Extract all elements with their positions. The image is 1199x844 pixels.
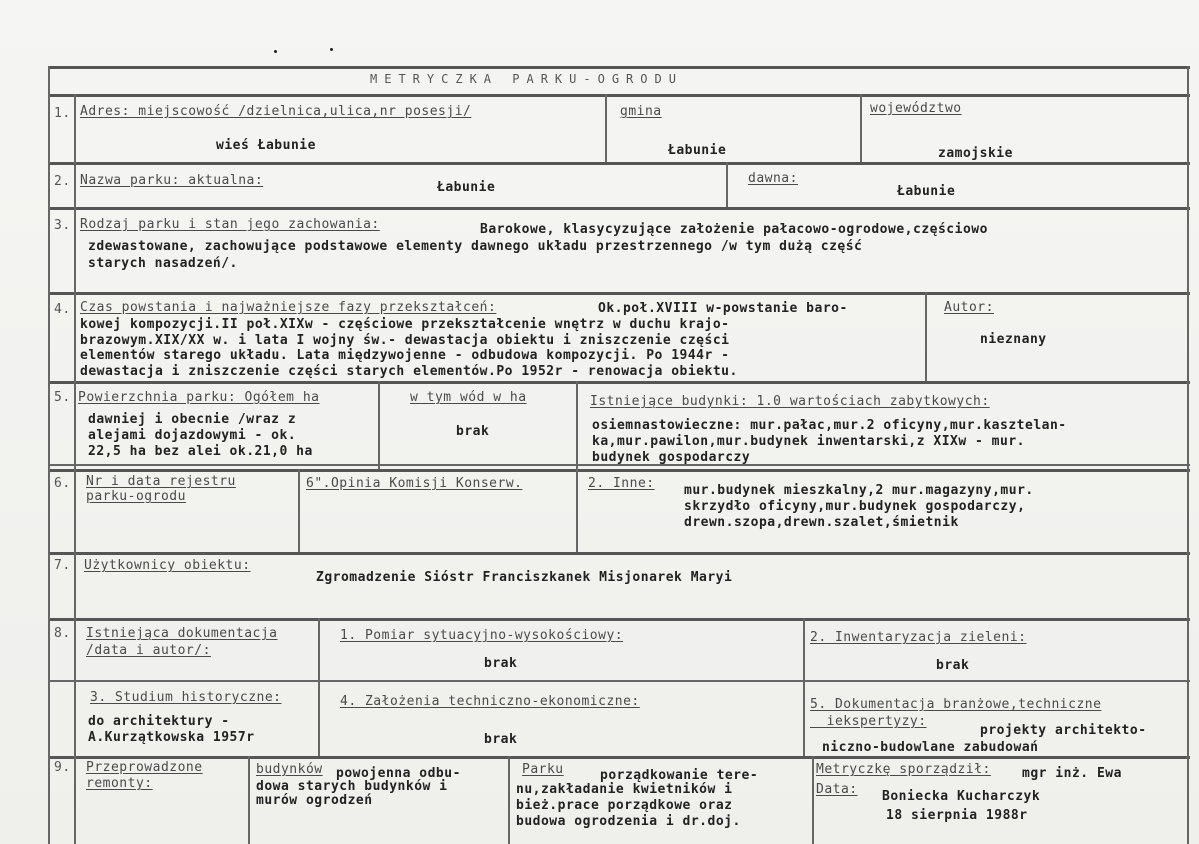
gmina-label: gmina [620,104,662,119]
other-buildings-value: mur.budynek mieszkalny,2 mur.magazyny,mur. skrzydło oficyny,mur.budynek gospodarczy, drewn.szopa,drewn.szalet,śmietnik [684,483,1034,530]
rule [726,162,728,207]
buildings-label: Istniejące budynki: 1.0 wartościach zabytkowych: [590,394,990,409]
users-value: Zgromadzenie Sióstr Franciszkanek Misjonarek Maryi [316,570,733,585]
section-number-2: 2. [54,174,71,189]
date-label: Data: [816,782,858,797]
section-number-1: 1. [54,106,71,121]
ink-dot [274,50,277,53]
water-area-value: brak [456,424,490,439]
documentation-label: Istniejąca dokumentacja /data i autor/: [86,626,278,658]
branch-docs-value: niczno-budowlane zabudowań [822,740,1039,755]
renovations-buildings-label: budynków [256,762,323,777]
survey-label: 1. Pomiar sytuacyjno-wysokościowy: [340,628,624,643]
renovations-park-first-line: porządkowanie tere- [600,768,759,783]
area-label: Powierzchnia parku: Ogółem ha [78,390,320,405]
park-name-current: Łabunie [437,180,496,195]
rule [248,756,250,844]
rule [378,381,380,469]
gmina-value: Łabunie [668,143,727,158]
rule [48,66,50,844]
rule [860,94,862,162]
rule [48,207,1190,210]
voivodeship-label: województwo [870,101,962,116]
buildings-value: osiemnastowieczne: mur.pałac,mur.2 oficyny,mur.kasztelan- ka,mur.pawilon,mur.budynek inwentarski,z XIXw - mur. budynek gospodarczy [592,418,1067,465]
section-number-3: 3. [54,218,71,233]
section-number-8: 8. [54,626,71,641]
rule [48,292,1190,295]
historical-study-value: do architektury - A.Kurzątkowska 1957r [88,714,255,745]
tech-econ-label: 4. Założenia techniczno-ekonomiczne: [340,694,640,709]
rule [803,618,805,756]
ink-dot [330,48,333,51]
rule [48,162,1190,165]
tech-econ-value: brak [484,732,518,747]
park-type-label: Rodzaj parku i stan jego zachowania: [80,217,380,232]
rule [48,618,1190,621]
prepared-by-name: Boniecka Kucharczyk [882,789,1041,804]
date-value: 18 sierpnia 1988r [886,808,1028,823]
greenery-inventory-value: brak [936,658,970,673]
rule [508,756,510,844]
renovations-label: Przeprowadzone remonty: [86,760,203,791]
voivodeship-value: zamojskie [938,146,1013,161]
rule [74,94,76,844]
prepared-by-label: Metryczkę sporządził: [816,762,991,777]
section-number-7: 7. [54,558,71,573]
park-name-label: Nazwa parku: aktualna: [80,173,264,188]
rule [48,469,1190,472]
rule [925,292,927,381]
rule [318,618,320,756]
document-title: METRYCZKA PARKU-OGRODU [370,72,683,86]
rule [576,381,578,552]
water-area-label: w tym wód w ha [410,390,527,405]
park-type-text: Barokowe, klasycyzujące założenie pałacowo-ogrodowe,częściowo zdewastowane, zachowujące podstawowe elementy dawnego układu przestrzennego /w tym dużą część starych nasadzeń/. [88,222,988,271]
renovations-park-value: nu,zakładanie kwietników i bież.prace porządkowe oraz budowa ogrodzenia i dr.doj. [516,782,741,829]
other-buildings-label: 2. Inne: [588,476,655,491]
renovations-park-label: Parku [522,762,564,777]
rule [48,680,1190,682]
history-phases-label: Czas powstania i najważniejsze fazy przekształceń: [80,300,497,315]
rule [48,756,1190,759]
renovations-buildings-first-line: powojenna odbu- [336,766,461,781]
rule [605,94,607,162]
historical-study-label: 3. Studium historyczne: [90,690,282,705]
rule [812,756,814,844]
survey-value: brak [484,656,518,671]
rule [48,381,1190,384]
author-label: Autor: [944,300,994,315]
rule [1187,66,1189,844]
history-phases-first-line: Ok.poł.XVIII w-powstanie baro- [598,301,848,316]
branch-docs-first-line: projekty architekto- [980,723,1147,738]
section-number-6: 6. [54,476,71,491]
author-value: nieznany [980,332,1047,347]
greenery-inventory-label: 2. Inwentaryzacja zieleni: [810,630,1027,645]
rule [48,94,1190,97]
park-name-former-label: dawna: [748,171,798,186]
area-value: dawniej i obecnie /wraz z alejami dojazdowymi - ok. 22,5 ha bez alei ok.21,0 ha [88,412,313,459]
address-label: Adres: miejscowość /dzielnica,ulica,nr posesji/ [80,104,472,119]
address-value: wieś Łabunie [216,138,316,153]
prepared-by-value: mgr inż. Ewa [1022,766,1122,781]
conservator-opinion-label: 6".Opinia Komisji Konserw. [306,476,523,491]
rule [48,552,1190,555]
rule [298,469,300,552]
renovations-buildings-value: dowa starych budynków i murów ogrodzeń [256,779,448,808]
users-label: Użytkownicy obiektu: [84,558,251,573]
section-number-4: 4. [54,302,71,317]
branch-docs-label: 5. Dokumentacja branżowe,techniczne iekspertyzy: [810,697,1102,729]
section-number-9: 9. [54,760,71,775]
rule [48,66,1190,69]
history-phases-text: kowej kompozycji.II poł.XIXw - częściowe przekształcenie wnętrz w duchu krajo- brazowym.XIX/XX w. i lata I wojny św.- dewastacja obiektu i zniszczenie części elementów starego układu. Lata międzywojenne - odbudowa kompozycji. Po 1944r - dewastacja i zniszczenie części starych elementów.Po 1952r - renowacja obiektu. [80,317,738,379]
park-name-former: Łabunie [897,184,956,199]
register-label: Nr i data rejestru parku-ogrodu [86,474,236,504]
section-number-5: 5. [54,390,71,405]
